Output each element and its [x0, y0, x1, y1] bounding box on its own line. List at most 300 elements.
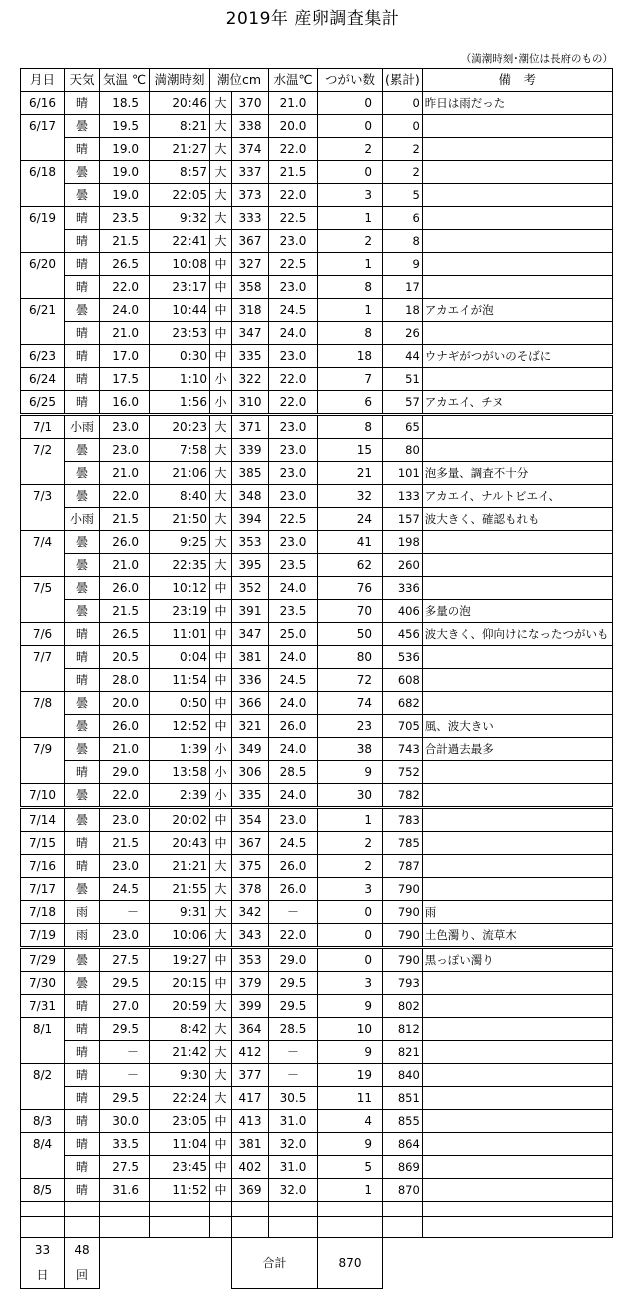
tide-type-cell: 大	[210, 508, 232, 531]
pairs-cell: 70	[318, 600, 383, 623]
tide-level-cell: 391	[232, 600, 269, 623]
pairs-cell: 21	[318, 462, 383, 485]
note-cell	[422, 531, 612, 554]
temp-cell: 23.0	[100, 415, 150, 439]
note-cell	[422, 138, 612, 161]
header-notes: 備 考	[422, 69, 612, 92]
temp-cell: 33.5	[100, 1133, 150, 1156]
table-row	[21, 439, 613, 462]
note-cell	[422, 207, 612, 230]
temp-cell: －	[100, 901, 150, 924]
temp-cell: 21.0	[100, 554, 150, 577]
date-cell: 7/9	[21, 738, 65, 761]
cumulative-cell: 608	[383, 669, 423, 692]
date-cell: 8/3	[21, 1110, 65, 1133]
table-row	[21, 832, 613, 855]
weather-cell: 晴	[65, 253, 100, 276]
tide-level-cell: 374	[232, 138, 269, 161]
temp-cell: 27.0	[100, 995, 150, 1018]
tide-type-cell: 中	[210, 276, 232, 299]
tide-type-cell: 大	[210, 995, 232, 1018]
temp-cell: 20.5	[100, 646, 150, 669]
weather-cell: 曇	[65, 948, 100, 972]
note-cell	[422, 1156, 612, 1179]
temp-cell: 19.5	[100, 115, 150, 138]
pairs-cell: 9	[318, 761, 383, 784]
tide-level-cell: 364	[232, 1018, 269, 1041]
note-cell	[422, 1110, 612, 1133]
tide-time-cell: 22:41	[150, 230, 210, 253]
date-cell	[21, 508, 65, 531]
cumulative-cell: 6	[383, 207, 423, 230]
pairs-cell: 2	[318, 832, 383, 855]
date-cell: 6/16	[21, 92, 65, 115]
tide-time-cell: 1:56	[150, 391, 210, 415]
cumulative-cell: 870	[383, 1179, 423, 1202]
water-temp-cell: 22.0	[269, 184, 318, 207]
pairs-cell: 3	[318, 972, 383, 995]
date-cell: 7/18	[21, 901, 65, 924]
tide-type-cell: 大	[210, 1041, 232, 1064]
tide-type-cell: 大	[210, 855, 232, 878]
table-row	[21, 345, 613, 368]
blank-cell	[150, 1202, 210, 1210]
tide-time-cell: 0:30	[150, 345, 210, 368]
weather-cell: 晴	[65, 855, 100, 878]
note-cell: 昨日は雨だった	[422, 92, 612, 115]
tide-type-cell: 中	[210, 669, 232, 692]
water-temp-cell: 26.0	[269, 715, 318, 738]
table-row	[21, 948, 613, 972]
days-unit: 日	[36, 1268, 49, 1282]
temp-cell: 19.0	[100, 184, 150, 207]
tide-level-cell: 412	[232, 1041, 269, 1064]
water-temp-cell: 29.0	[269, 948, 318, 972]
water-temp-cell: 29.5	[269, 995, 318, 1018]
note-cell: ウナギがつがいのそばに	[422, 345, 612, 368]
date-cell	[21, 554, 65, 577]
tide-type-cell: 大	[210, 878, 232, 901]
note-cell: 黒っぽい濁り	[422, 948, 612, 972]
pairs-cell: 24	[318, 508, 383, 531]
note-cell	[422, 439, 612, 462]
tide-time-cell: 20:02	[150, 808, 210, 832]
water-temp-cell: 25.0	[269, 623, 318, 646]
tide-level-cell: 381	[232, 1133, 269, 1156]
tide-type-cell: 大	[210, 184, 232, 207]
weather-cell: 曇	[65, 299, 100, 322]
temp-cell: 21.0	[100, 322, 150, 345]
note-cell	[422, 1041, 612, 1064]
table-row	[21, 995, 613, 1018]
date-cell: 7/31	[21, 995, 65, 1018]
water-temp-cell: 30.5	[269, 1087, 318, 1110]
table-row	[21, 368, 613, 391]
cumulative-cell: 17	[383, 276, 423, 299]
date-cell	[21, 184, 65, 207]
weather-cell: 曇	[65, 972, 100, 995]
table-row	[21, 972, 613, 995]
tide-type-cell: 中	[210, 1110, 232, 1133]
table-row	[21, 738, 613, 761]
weather-cell: 晴	[65, 1133, 100, 1156]
note-cell	[422, 878, 612, 901]
tide-time-cell: 21:42	[150, 1041, 210, 1064]
date-cell	[21, 230, 65, 253]
weather-cell: 晴	[65, 623, 100, 646]
date-cell	[21, 669, 65, 692]
note-cell: 雨	[422, 901, 612, 924]
blank-cell	[383, 1217, 423, 1238]
temp-cell: 17.0	[100, 345, 150, 368]
tide-time-cell: 22:24	[150, 1087, 210, 1110]
cumulative-cell: 821	[383, 1041, 423, 1064]
tide-type-cell: 中	[210, 345, 232, 368]
tide-type-cell: 大	[210, 415, 232, 439]
temp-cell: 21.5	[100, 508, 150, 531]
tide-level-cell: 402	[232, 1156, 269, 1179]
tide-type-cell: 中	[210, 808, 232, 832]
tide-type-cell: 中	[210, 577, 232, 600]
table-row	[21, 299, 613, 322]
tide-time-cell: 8:42	[150, 1018, 210, 1041]
blank-cell	[383, 1209, 423, 1217]
table-subtitle: （満潮時刻･潮位は長府のもの）	[460, 53, 613, 65]
date-cell	[21, 322, 65, 345]
tide-time-cell: 21:55	[150, 878, 210, 901]
tide-level-cell: 369	[232, 1179, 269, 1202]
pairs-cell: 80	[318, 646, 383, 669]
cumulative-cell: 51	[383, 368, 423, 391]
cumulative-cell: 682	[383, 692, 423, 715]
temp-cell: 31.6	[100, 1179, 150, 1202]
water-temp-cell: 32.0	[269, 1179, 318, 1202]
pairs-cell: 0	[318, 948, 383, 972]
blank-cell	[65, 1202, 100, 1210]
temp-cell: 27.5	[100, 948, 150, 972]
blank-cell	[318, 1202, 383, 1210]
header-temp: 気温 ℃	[100, 69, 150, 92]
cumulative-cell: 0	[383, 92, 423, 115]
note-cell: 波大きく、仰向けになったつがいも	[422, 623, 612, 646]
total-label: 合計	[232, 1238, 318, 1289]
tide-time-cell: 21:27	[150, 138, 210, 161]
water-temp-cell: 24.0	[269, 738, 318, 761]
tide-time-cell: 20:59	[150, 995, 210, 1018]
blank-cell	[210, 1202, 232, 1210]
blank-cell	[150, 1217, 210, 1238]
weather-cell: 小雨	[65, 508, 100, 531]
header-pairs: つがい数	[318, 69, 383, 92]
temp-cell: 19.0	[100, 161, 150, 184]
tide-type-cell: 大	[210, 161, 232, 184]
table-row	[21, 692, 613, 715]
table-row	[21, 878, 613, 901]
weather-cell: 雨	[65, 924, 100, 948]
pairs-cell: 1	[318, 1179, 383, 1202]
water-temp-cell: 24.0	[269, 577, 318, 600]
tide-time-cell: 2:39	[150, 784, 210, 808]
water-temp-cell: 23.0	[269, 230, 318, 253]
cumulative-cell: 787	[383, 855, 423, 878]
tide-time-cell: 8:40	[150, 485, 210, 508]
tide-time-cell: 20:46	[150, 92, 210, 115]
weather-cell: 晴	[65, 761, 100, 784]
weather-cell: 晴	[65, 1156, 100, 1179]
table-row	[21, 462, 613, 485]
tide-time-cell: 23:53	[150, 322, 210, 345]
table-row	[21, 184, 613, 207]
tide-time-cell: 20:23	[150, 415, 210, 439]
temp-cell: 26.5	[100, 253, 150, 276]
note-cell: 合計過去最多	[422, 738, 612, 761]
water-temp-cell: 21.5	[269, 161, 318, 184]
table-row	[21, 138, 613, 161]
header-date: 月日	[21, 69, 65, 92]
cumulative-cell: 536	[383, 646, 423, 669]
note-cell	[422, 855, 612, 878]
tide-level-cell: 358	[232, 276, 269, 299]
note-cell	[422, 115, 612, 138]
water-temp-cell: 32.0	[269, 1133, 318, 1156]
table-row	[21, 207, 613, 230]
table-row	[21, 92, 613, 115]
pairs-cell: 0	[318, 92, 383, 115]
date-cell	[21, 1156, 65, 1179]
cumulative-cell: 782	[383, 784, 423, 808]
tide-type-cell: 大	[210, 230, 232, 253]
pairs-cell: 30	[318, 784, 383, 808]
table-row	[21, 646, 613, 669]
date-cell: 7/15	[21, 832, 65, 855]
date-cell: 7/3	[21, 485, 65, 508]
weather-cell: 晴	[65, 1041, 100, 1064]
water-temp-cell: 24.0	[269, 692, 318, 715]
pairs-cell: 74	[318, 692, 383, 715]
tide-type-cell: 大	[210, 462, 232, 485]
water-temp-cell: 23.0	[269, 439, 318, 462]
tide-time-cell: 10:08	[150, 253, 210, 276]
table-row	[21, 1156, 613, 1179]
weather-cell: 晴	[65, 391, 100, 415]
date-cell: 6/24	[21, 368, 65, 391]
date-cell	[21, 276, 65, 299]
tide-level-cell: 318	[232, 299, 269, 322]
note-cell: アカエイ、チヌ	[422, 391, 612, 415]
temp-cell: 21.0	[100, 738, 150, 761]
weather-cell: 晴	[65, 230, 100, 253]
tide-type-cell: 中	[210, 253, 232, 276]
note-cell	[422, 784, 612, 808]
tide-level-cell: 336	[232, 669, 269, 692]
table-row	[21, 253, 613, 276]
date-cell: 8/5	[21, 1179, 65, 1202]
pairs-cell: 6	[318, 391, 383, 415]
weather-cell: 晴	[65, 1087, 100, 1110]
tide-time-cell: 9:30	[150, 1064, 210, 1087]
tide-level-cell: 322	[232, 368, 269, 391]
date-cell: 6/21	[21, 299, 65, 322]
tide-level-cell: 337	[232, 161, 269, 184]
tide-time-cell: 0:50	[150, 692, 210, 715]
tide-type-cell: 中	[210, 600, 232, 623]
water-temp-cell: 23.0	[269, 808, 318, 832]
tide-type-cell: 大	[210, 901, 232, 924]
table-row	[21, 1087, 613, 1110]
table-row	[21, 415, 613, 439]
date-cell: 7/1	[21, 415, 65, 439]
tide-time-cell: 0:04	[150, 646, 210, 669]
days-number: 33	[34, 1243, 51, 1257]
tide-level-cell: 367	[232, 832, 269, 855]
days-count	[21, 1238, 65, 1289]
note-cell: アカエイ、ナルトビエイ、	[422, 485, 612, 508]
tide-level-cell: 353	[232, 531, 269, 554]
cumulative-cell: 2	[383, 161, 423, 184]
table-row	[21, 623, 613, 646]
note-cell	[422, 1064, 612, 1087]
total-value: 870	[318, 1238, 383, 1289]
date-cell: 7/5	[21, 577, 65, 600]
tide-time-cell: 10:06	[150, 924, 210, 948]
tide-level-cell: 347	[232, 322, 269, 345]
water-temp-cell: －	[269, 901, 318, 924]
tide-type-cell: 大	[210, 207, 232, 230]
water-temp-cell: 22.0	[269, 368, 318, 391]
blank-cell	[422, 1238, 612, 1289]
blank-cell	[100, 1238, 150, 1289]
note-cell	[422, 1087, 612, 1110]
blank-cell	[422, 1217, 612, 1238]
cumulative-cell: 743	[383, 738, 423, 761]
note-cell	[422, 995, 612, 1018]
date-cell: 7/19	[21, 924, 65, 948]
temp-cell: 23.0	[100, 855, 150, 878]
note-cell: 泡多量、調査不十分	[422, 462, 612, 485]
date-cell: 7/14	[21, 808, 65, 832]
tide-level-cell: 335	[232, 784, 269, 808]
blank-cell	[232, 1202, 269, 1210]
weather-cell: 晴	[65, 1110, 100, 1133]
tide-type-cell: 大	[210, 439, 232, 462]
tide-level-cell: 306	[232, 761, 269, 784]
summary-spacer-row	[21, 1217, 613, 1238]
cumulative-cell: 752	[383, 761, 423, 784]
tide-time-cell: 20:15	[150, 972, 210, 995]
pairs-cell: 1	[318, 299, 383, 322]
table-row	[21, 761, 613, 784]
blank-row	[21, 1209, 613, 1217]
summary-row	[21, 1238, 613, 1289]
water-temp-cell: 21.0	[269, 92, 318, 115]
weather-cell: 曇	[65, 531, 100, 554]
cumulative-cell: 840	[383, 1064, 423, 1087]
date-cell: 8/4	[21, 1133, 65, 1156]
weather-cell: 晴	[65, 345, 100, 368]
note-cell	[422, 577, 612, 600]
blank-cell	[232, 1217, 269, 1238]
blank-cell	[210, 1209, 232, 1217]
blank-cell	[210, 1217, 232, 1238]
note-cell	[422, 322, 612, 345]
tide-level-cell: 366	[232, 692, 269, 715]
water-temp-cell: 28.5	[269, 1018, 318, 1041]
water-temp-cell: 31.0	[269, 1110, 318, 1133]
tide-level-cell: 354	[232, 808, 269, 832]
cumulative-cell: 57	[383, 391, 423, 415]
cumulative-cell: 8	[383, 230, 423, 253]
temp-cell: 29.5	[100, 972, 150, 995]
tide-type-cell: 大	[210, 531, 232, 554]
tide-time-cell: 11:54	[150, 669, 210, 692]
note-cell	[422, 1018, 612, 1041]
note-cell	[422, 184, 612, 207]
header-cumulative: (累計)	[383, 69, 423, 92]
pairs-cell: 9	[318, 1041, 383, 1064]
pairs-cell: 41	[318, 531, 383, 554]
weather-cell: 曇	[65, 439, 100, 462]
tide-type-cell: 中	[210, 646, 232, 669]
date-cell	[21, 1087, 65, 1110]
pairs-cell: 5	[318, 1156, 383, 1179]
tide-type-cell: 大	[210, 924, 232, 948]
temp-cell: －	[100, 1064, 150, 1087]
tide-level-cell: 321	[232, 715, 269, 738]
temp-cell: 29.5	[100, 1087, 150, 1110]
date-cell: 6/23	[21, 345, 65, 368]
tide-level-cell: 381	[232, 646, 269, 669]
date-cell: 6/18	[21, 161, 65, 184]
cumulative-cell: 456	[383, 623, 423, 646]
weather-cell: 晴	[65, 1018, 100, 1041]
tide-time-cell: 20:43	[150, 832, 210, 855]
tide-type-cell: 中	[210, 1156, 232, 1179]
tide-time-cell: 23:17	[150, 276, 210, 299]
tide-time-cell: 11:01	[150, 623, 210, 646]
pairs-cell: 18	[318, 345, 383, 368]
tide-time-cell: 13:58	[150, 761, 210, 784]
weather-cell: 曇	[65, 738, 100, 761]
tide-level-cell: 385	[232, 462, 269, 485]
water-temp-cell: 24.0	[269, 784, 318, 808]
water-temp-cell: 23.0	[269, 485, 318, 508]
cumulative-cell: 790	[383, 878, 423, 901]
tide-type-cell: 中	[210, 948, 232, 972]
pairs-cell: 1	[318, 253, 383, 276]
temp-cell: 26.0	[100, 577, 150, 600]
water-temp-cell: 29.5	[269, 972, 318, 995]
tide-time-cell: 23:05	[150, 1110, 210, 1133]
tide-time-cell: 1:10	[150, 368, 210, 391]
water-temp-cell: 23.0	[269, 531, 318, 554]
table-row	[21, 855, 613, 878]
weather-cell: 曇	[65, 161, 100, 184]
tide-level-cell: 413	[232, 1110, 269, 1133]
tide-level-cell: 349	[232, 738, 269, 761]
weather-cell: 曇	[65, 462, 100, 485]
date-cell: 7/7	[21, 646, 65, 669]
pairs-cell: 2	[318, 138, 383, 161]
date-cell	[21, 715, 65, 738]
tide-level-cell: 327	[232, 253, 269, 276]
temp-cell: 24.0	[100, 299, 150, 322]
temp-cell: 20.0	[100, 692, 150, 715]
water-temp-cell: 20.0	[269, 115, 318, 138]
tide-time-cell: 21:21	[150, 855, 210, 878]
date-cell: 7/17	[21, 878, 65, 901]
table-row	[21, 115, 613, 138]
tide-level-cell: 375	[232, 855, 269, 878]
